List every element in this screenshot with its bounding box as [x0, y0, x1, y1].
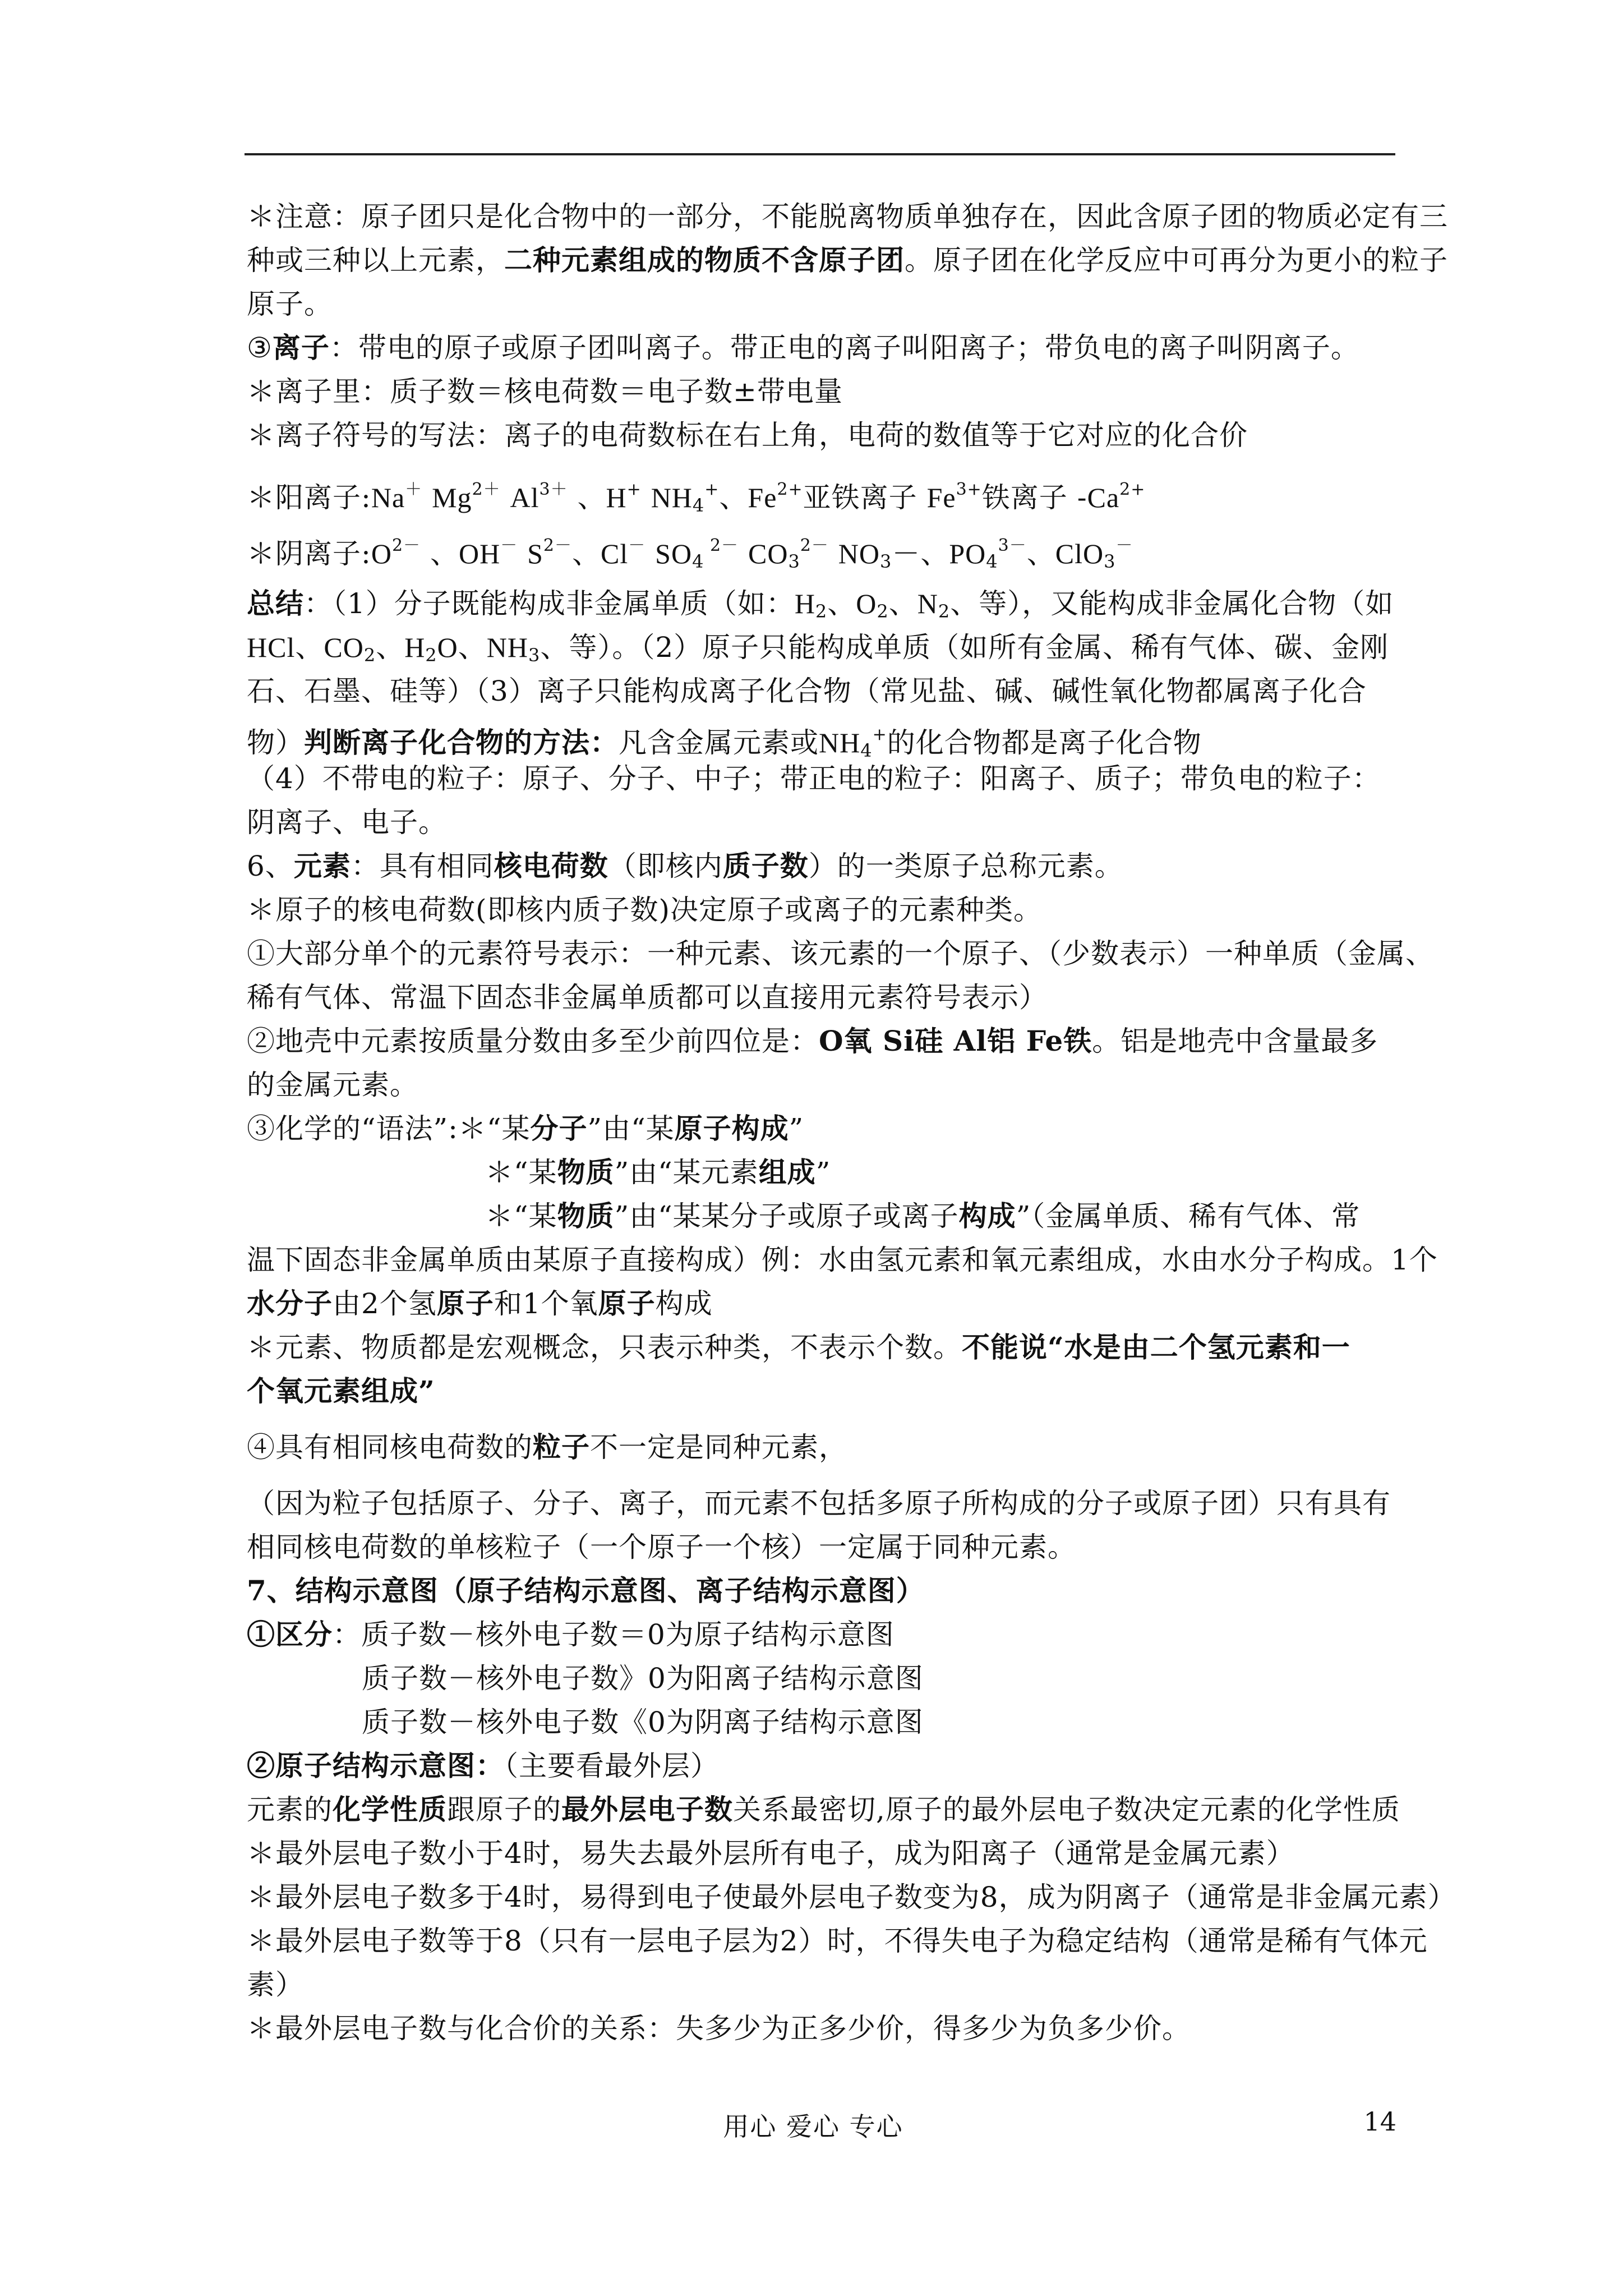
text-line [247, 1573, 1419, 1617]
text-segment: 质子数－核外电子数《0为阴离子结构示意图 [362, 1706, 924, 1738]
text-segment: 、等）。（2）原子只能构成单质（如所有金属、稀有气体、碳、金刚 [540, 631, 1389, 664]
text-segment: 关系最密切,原子的最外层电子数决定元素的化学性质 [733, 1793, 1400, 1826]
superscript-text: 3－ [998, 536, 1027, 555]
bold-text: 个氧元素组成” [247, 1374, 435, 1407]
text-line [247, 630, 1419, 674]
text-segment: ”由“某 [587, 1112, 675, 1145]
bold-text: 判断离子化合物的方法： [304, 726, 619, 759]
subscript-text: 4 [860, 740, 873, 761]
text-segment: ＊最外层电子数多于4时，易得到电子使最外层电子数变为8，成为阴离子（通常是非金属元素） [247, 1881, 1456, 1913]
text-segment: 稀有气体、常温下固态非金属单质都可以直接用元素符号表示） [247, 981, 1048, 1014]
text-segment: ＊离子符号的写法：离子的电荷数标在右上角，电荷的数值等于它对应的化合价 [247, 419, 1248, 452]
text-segment [645, 537, 655, 570]
text-segment: ＊原子的核电荷数(即核内质子数)决定原子或离子的元素种类。 [247, 894, 1043, 926]
bold-text: 物质 [557, 1156, 615, 1189]
text-segment: 、 [458, 631, 487, 664]
text-segment: 、 [827, 587, 856, 620]
text-segment: ：（1）分子既能构成非金属单质（如： [304, 587, 795, 620]
subscript-text: 4 [692, 495, 705, 516]
text-segment: H [794, 588, 815, 619]
subscript-text: 3 [1104, 551, 1116, 572]
superscript-text: + [626, 480, 642, 499]
text-segment: PO [949, 538, 986, 569]
text-segment: ：带电的原子或原子团叫离子。带正电的离子叫阳离子；带负电的离子叫阴离子。 [329, 332, 1359, 364]
text-segment: CO [324, 632, 364, 663]
text-line [247, 1880, 1456, 1924]
superscript-text: ＋ [405, 480, 423, 499]
text-segment: Al [510, 482, 540, 513]
text-segment: ＊阴离子: [247, 537, 371, 570]
bold-text: O氧 Si硅 Al铝 Fe铁 [819, 1024, 1092, 1057]
text-segment: Mg [432, 482, 472, 513]
page-number: 14 [1363, 2106, 1396, 2137]
text-line [247, 1705, 1419, 1749]
text-segment: 、 [572, 537, 601, 570]
text-line [247, 1749, 1419, 1792]
text-segment: 阴离子、电子。 [247, 806, 447, 839]
text-segment: 石、石墨、硅等）（3）离子只能构成离子化合物（常见盐、碱、碱性氧化物都属离子化合 [247, 675, 1367, 707]
text-segment: （4）不带电的粒子：原子、分子、中子；带正电的粒子：阳离子、质子；带负电的粒子： [247, 762, 1381, 795]
text-segment: 、等），又能构成非金属化合物（如 [950, 587, 1394, 620]
text-line [247, 243, 1448, 287]
text-segment: 物） [247, 726, 304, 759]
bold-text: 原子 [598, 1287, 656, 1320]
subscript-text: 2 [815, 601, 828, 622]
text-segment [422, 481, 432, 514]
text-line [247, 805, 1419, 849]
text-line [247, 1286, 1419, 1330]
subscript-text: 4 [986, 551, 998, 572]
text-segment: 、 [376, 631, 405, 664]
text-segment [518, 537, 527, 570]
text-segment: 铁离子 - [981, 481, 1087, 514]
text-segment: 跟原子的 [447, 1793, 561, 1826]
text-segment: 、 [568, 481, 606, 514]
text-line [247, 761, 1419, 805]
text-line [247, 586, 1419, 630]
text-line [247, 674, 1419, 717]
text-segment: 由2个氢 [333, 1287, 437, 1320]
text-segment: （即核内 [608, 850, 723, 882]
header-rule [245, 153, 1395, 155]
bold-text: 最外层电子数 [561, 1793, 733, 1826]
text-segment: O [856, 588, 877, 619]
superscript-text: + [872, 725, 887, 744]
text-line [247, 1430, 1419, 1474]
bold-text: ②原子结构示意图： [247, 1749, 504, 1782]
bold-text: 粒子 [533, 1430, 590, 1464]
text-line [247, 1199, 1419, 1243]
text-segment: Fe [748, 482, 777, 513]
text-segment: H [606, 482, 627, 513]
text-segment: HCl [247, 632, 296, 663]
text-line [247, 1374, 1419, 1418]
text-segment: ＊“某 [485, 1200, 557, 1232]
bold-text: 原子 [436, 1287, 494, 1320]
text-line [247, 1068, 1419, 1111]
text-segment: ＊最外层电子数等于8（只有一层电子层为2）时，不得失电子为稳定结构（通常是稀有气体元 [247, 1925, 1428, 1957]
text-line [247, 518, 1419, 574]
text-segment: 构成 [655, 1287, 713, 1320]
text-segment: ” [815, 1156, 831, 1189]
superscript-text: + [704, 480, 720, 499]
text-segment: NH [819, 727, 861, 758]
text-line [247, 1967, 1419, 2011]
text-segment: 、 [1026, 537, 1055, 570]
superscript-text: 2+ [1119, 480, 1146, 499]
text-segment: 、 [295, 631, 324, 664]
text-segment: ＊元素、物质都是宏观概念，只表示种类，不表示个数。 [247, 1331, 962, 1364]
text-segment: NH [486, 632, 528, 663]
text-segment: 、 [719, 481, 748, 514]
text-segment: Na [371, 482, 405, 513]
text-line [247, 1111, 1419, 1155]
text-segment: ：具有相同 [351, 850, 494, 882]
text-segment: 亚铁离子 [803, 481, 927, 514]
text-segment: CO [748, 538, 789, 569]
bold-text: 组成 [758, 1156, 816, 1189]
text-segment: －、 [892, 537, 949, 570]
text-line [247, 1024, 1419, 1068]
text-line [247, 462, 1419, 518]
superscript-text: 3＋ [539, 480, 568, 499]
text-segment: 原子。 [247, 288, 333, 320]
text-segment: O [371, 538, 392, 569]
bold-text: 质子数 [722, 849, 809, 882]
text-segment: ②地壳中元素按质量分数由多至少前四位是： [247, 1025, 819, 1057]
bold-text: 总结 [247, 587, 304, 620]
text-segment: S [527, 538, 543, 569]
text-segment [739, 537, 748, 570]
text-segment: Cl [601, 538, 629, 569]
text-segment: O [437, 632, 458, 663]
text-line [247, 287, 1419, 330]
text-segment [642, 481, 651, 514]
footer-motto: 用心 爱心 专心 [723, 2111, 903, 2142]
bold-text: 不能说“水是由二个氢元素和一 [962, 1331, 1350, 1364]
text-line [247, 1792, 1419, 1836]
bold-text: 化学性质 [333, 1793, 447, 1826]
bold-text: ①区分 [247, 1618, 333, 1651]
text-segment: ③化学的“语法”:＊“某 [247, 1112, 531, 1145]
bold-text: 7、结构示意图（原子结构示意图、离子结构示意图） [247, 1574, 925, 1607]
text-segment: ④具有相同核电荷数的 [247, 1431, 533, 1464]
superscript-text: 2＋ [472, 480, 501, 499]
bold-text: 构成 [958, 1199, 1016, 1232]
subscript-text: 3 [788, 551, 800, 572]
text-segment: （因为粒子包括原子、分子、离子，而元素不包括多原子所构成的分子或原子团）只有具有 [247, 1487, 1391, 1520]
subscript-text: 3 [880, 551, 892, 572]
superscript-text: － [500, 536, 518, 555]
superscript-text: 2－ [543, 536, 572, 555]
text-segment: 6、 [247, 850, 294, 882]
text-segment: 元素的 [247, 1793, 333, 1826]
text-segment: 的金属元素。 [247, 1069, 418, 1101]
text-segment: 不一定是同种元素， [590, 1431, 847, 1464]
superscript-text: 2+ [777, 480, 803, 499]
text-line [247, 936, 1434, 980]
superscript-text: － [1115, 536, 1133, 555]
text-segment: ＊阳离子: [247, 481, 371, 514]
subscript-text: 3 [528, 645, 541, 666]
superscript-text: 3+ [956, 480, 982, 499]
text-segment: ：质子数－核外电子数＝0为原子结构示意图 [333, 1618, 895, 1651]
text-segment: 凡含金属元素或 [619, 726, 819, 759]
text-line [247, 1836, 1419, 1880]
text-segment: 相同核电荷数的单核粒子（一个原子一个核）一定属于同种元素。 [247, 1531, 1076, 1563]
text-segment: 温下固态非金属单质由某原子直接构成）例：水由氢元素和氧元素组成，水由水分子构成。1个 [247, 1244, 1438, 1276]
text-segment: Fe [926, 482, 956, 513]
subscript-text: 2 [938, 601, 951, 622]
text-segment: ＊最外层电子数小于4时，易失去最外层所有电子，成为阳离子（通常是金属元素） [247, 1837, 1295, 1870]
text-segment: ＊“某 [485, 1156, 557, 1189]
text-segment: ＊最外层电子数与化合价的关系：失多少为正多少价，得多少为负多少价。 [247, 2012, 1191, 2045]
text-segment: NO [838, 538, 880, 569]
text-line [247, 1330, 1419, 1374]
bold-text: 元素 [293, 849, 351, 882]
text-segment: ” [789, 1112, 804, 1145]
text-segment: 素） [247, 1968, 304, 2001]
text-segment: H [404, 632, 426, 663]
text-line [247, 1530, 1419, 1573]
text-line [247, 2011, 1419, 2055]
text-segment: ①大部分单个的元素符号表示：一种元素、该元素的一个原子、（少数表示）一种单质（金属、 [247, 937, 1434, 970]
text-segment: ClO [1055, 538, 1104, 569]
text-line [247, 1243, 1438, 1286]
text-segment: 。铝是地壳中含量最多 [1092, 1025, 1378, 1057]
text-segment: ”由“某元素 [614, 1156, 759, 1189]
subscript-text: 2 [877, 601, 889, 622]
bold-text: 核电荷数 [494, 849, 608, 882]
bold-text: 分子 [530, 1112, 588, 1145]
superscript-text: 2－ [800, 536, 829, 555]
text-line [247, 849, 1419, 892]
text-segment: Ca [1087, 482, 1120, 513]
text-line [247, 1486, 1419, 1530]
text-segment: ③ [247, 332, 273, 364]
text-segment: 种或三种以上元素， [247, 244, 504, 277]
text-segment: 。原子团在化学反应中可再分为更小的粒子 [905, 244, 1448, 277]
text-line [247, 980, 1419, 1024]
text-segment: 和1个氧 [494, 1287, 598, 1320]
text-segment: N [917, 588, 938, 619]
text-line [247, 374, 1419, 418]
text-line [247, 199, 1448, 243]
text-segment: 、 [421, 537, 459, 570]
text-line [247, 717, 1419, 761]
superscript-text: － [628, 536, 646, 555]
text-segment: NH [651, 482, 693, 513]
text-line [247, 330, 1419, 374]
superscript-text: 2－ [391, 536, 421, 555]
text-line [247, 418, 1419, 462]
bold-text: 水分子 [247, 1287, 333, 1320]
subscript-text: 4 [692, 551, 704, 572]
superscript-text: 2－ [704, 536, 739, 555]
text-segment: ＊注意：原子团只是化合物中的一部分，不能脱离物质单独存在，因此含原子团的物质必定有三 [247, 200, 1448, 233]
text-line [247, 1617, 1419, 1661]
document-body [247, 199, 1456, 2055]
subscript-text: 2 [425, 645, 437, 666]
text-segment [501, 481, 510, 514]
bold-text: 二种元素组成的物质不含原子团 [504, 243, 905, 277]
text-segment: ）的一类原子总称元素。 [808, 850, 1123, 882]
bold-text: 原子构成 [674, 1112, 789, 1145]
subscript-text: 2 [363, 645, 376, 666]
text-line [247, 1924, 1428, 1967]
text-line [247, 892, 1419, 936]
text-segment: （主要看最外层） [504, 1750, 719, 1782]
bold-text: 离子 [272, 331, 330, 364]
text-segment: OH [458, 538, 501, 569]
text-line [247, 1155, 1419, 1199]
text-segment: 质子数－核外电子数》0为阳离子结构示意图 [362, 1662, 924, 1695]
text-segment [829, 537, 838, 570]
text-segment: ＊离子里：质子数＝核电荷数＝电子数±带电量 [247, 375, 843, 408]
text-segment: ”（金属单质、稀有气体、常 [1016, 1200, 1361, 1232]
bold-text: 物质 [557, 1199, 615, 1232]
text-segment: 的化合物都是离子化合物 [887, 726, 1202, 759]
text-segment: 、 [888, 587, 917, 620]
text-segment: SO [655, 538, 693, 569]
text-line [247, 1661, 1419, 1705]
text-segment: ”由“某某分子或原子或离子 [614, 1200, 959, 1232]
